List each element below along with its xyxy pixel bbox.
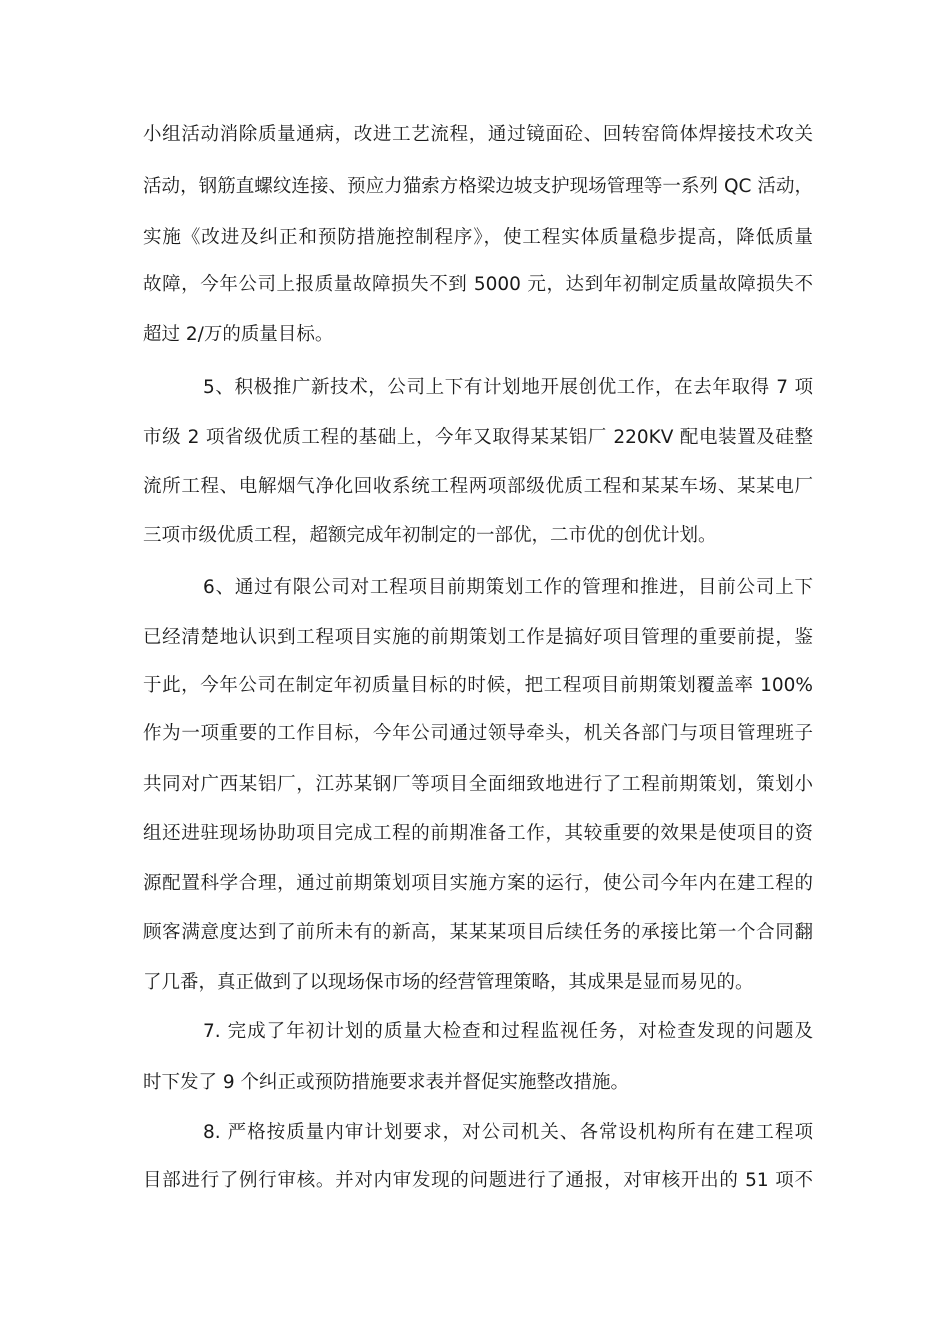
paragraph-first-line: 7. 完成了年初计划的质量大检查和过程监视任务，对检查发现的问题及 [203,1021,813,1042]
text-line: 流所工程、电解烟气净化回收系统工程两项部级优质工程和某某车场、某某电厂 [143,476,813,497]
paragraph-first-line: 6、通过有限公司对工程项目前期策划工作的管理和推进，目前公司上下 [203,577,813,598]
text-line: 三项市级优质工程，超额完成年初制定的一部优，二市优的创优计划。 [143,525,717,546]
text-line: 组还进驻现场协助项目完成工程的前期准备工作，其较重要的效果是使项目的资 [143,823,813,844]
text-line: 超过 2/万的质量目标。 [143,324,334,345]
text-line: 作为一项重要的工作目标，今年公司通过领导牵头，机关各部门与项目管理班子 [143,723,813,744]
text-line: 活动，钢筋直螺纹连接、预应力猫索方格梁边坡支护现场管理等一系列 QC 活动， [143,176,813,197]
paragraph-first-line: 8. 严格按质量内审计划要求，对公司机关、各常设机构所有在建工程项 [203,1122,813,1143]
text-line: 顾客满意度达到了前所未有的新高，某某某项目后续任务的承接比第一个合同翻 [143,922,813,943]
text-line: 故障，今年公司上报质量故障损失不到 5000 元，达到年初制定质量故障损失不 [143,274,813,295]
text-line: 已经清楚地认识到工程项目实施的前期策划工作是搞好项目管理的重要前提，鉴 [143,627,813,648]
text-line: 目部进行了例行审核。并对内审发现的问题进行了通报，对审核开出的 51 项不 [143,1170,813,1191]
text-line: 了几番，真正做到了以现场保市场的经营管理策略，其成果是显而易见的。 [143,972,754,993]
text-line: 源配置科学合理，通过前期策划项目实施方案的运行，使公司今年内在建工程的 [143,873,813,894]
text-line: 时下发了 9 个纠正或预防措施要求表并督促实施整改措施。 [143,1072,630,1093]
text-line: 实施《改进及纠正和预防措施控制程序》，使工程实体质量稳步提高，降低质量 [143,227,813,248]
text-line: 小组活动消除质量通病，改进工艺流程，通过镜面砼、回转窑筒体焊接技术攻关 [143,124,813,145]
paragraph-first-line: 5、积极推广新技术，公司上下有计划地开展创优工作，在去年取得 7 项 [203,377,813,398]
text-line: 市级 2 项省级优质工程的基础上，今年又取得某某铝厂 220KV 配电装置及硅整 [143,427,813,448]
text-line: 共同对广西某铝厂，江苏某钢厂等项目全面细致地进行了工程前期策划，策划小 [143,774,813,795]
text-line: 于此，今年公司在制定年初质量目标的时候，把工程项目前期策划覆盖率 100% [143,675,813,696]
